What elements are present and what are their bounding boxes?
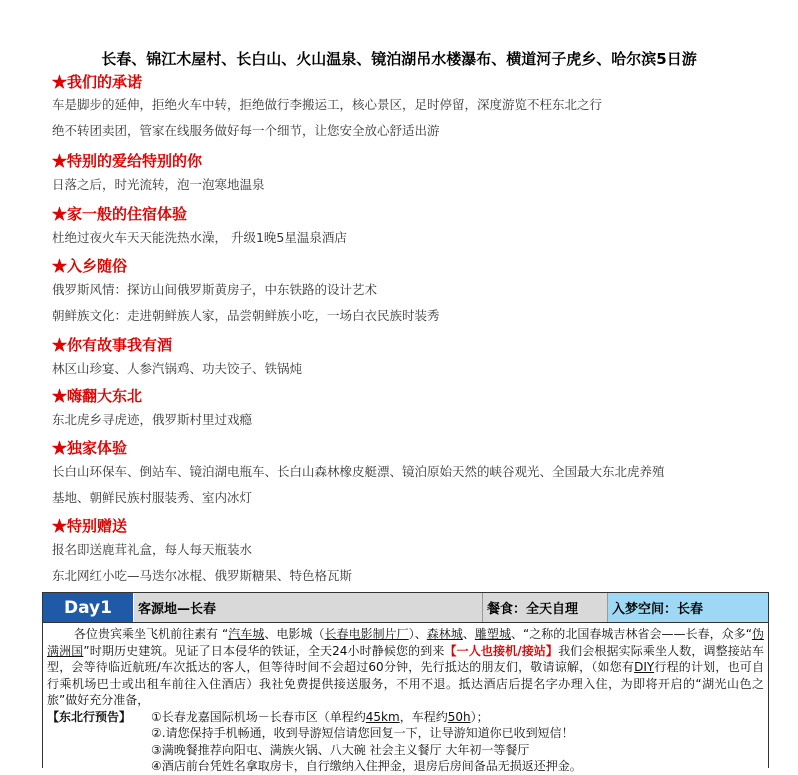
tip-distance: 45km [365,709,400,724]
link-film-studio[interactable]: 长春电影制片厂 [324,627,409,641]
link-forest-city[interactable]: 森林城 [426,627,463,641]
section-heading: ★特别的爱给特别的你 [52,152,203,170]
section-line: 俄罗斯风情：探访山间俄罗斯黄房子，中东铁路的设计艺术 [52,282,378,297]
day1-description [47,626,764,709]
section-northeast-fun [52,386,252,429]
section-line: 东北虎乡寻虎迹，俄罗斯村里过戏瘾 [52,412,253,427]
text-run: 、 [462,627,475,641]
text-run: ）； [470,709,489,724]
day1-body [42,623,769,773]
section-heading: ★独家体验 [52,439,128,457]
text-run: ①长春龙嘉国际机场－长春市区（单程约 [151,709,366,724]
section-line: 林区山珍宴、人参汽锅鸡、功夫饺子、铁锅炖 [52,361,303,376]
section-heading: ★嗨翻大东北 [52,387,143,405]
section-story-wine [52,335,302,378]
section-lodging [52,204,347,247]
link-manchukuo[interactable]: 伪满洲国 [47,627,764,658]
text-run: ”时期历史建筑。见证了日本侵华的铁证，全天24小时静候您的到来 [83,643,445,658]
day-meal: 餐食：全天自理 [482,593,607,622]
text-run: ）、 [408,627,427,641]
tip-item: ②.请您保持手机畅通，收到导游短信请您回复一下，让导游知道你已收到短信！ [151,726,574,740]
tip-item: ④酒店前台凭姓名拿取房卡，自行缴纳入住押金，退房后房间备品无损返还押金。 [151,759,582,773]
link-diy[interactable]: DIY [634,660,655,674]
text-run: 、电影城（ [264,627,325,641]
section-heading: ★你有故事我有酒 [52,336,173,354]
text-run: 行程的计划，也可自行乘机场巴士或出租车前往入住酒店）我社免费提供接送服务，不用不退。抵达酒店后提名字办理入住，为即将开启的“湖光山色之旅”做好充分准备， [47,660,764,707]
section-heading: ★入乡随俗 [52,257,128,275]
section-line: 车是脚步的延伸，拒绝火车中转，拒绝做行李搬运工，核心景区，足时停留，深度游览不枉东北之行 [52,97,603,112]
day-hotel: 入梦空间：长春 [607,593,768,622]
text-run: ，车程约 [399,709,448,724]
pickup-highlight: 【一人也接机/接站】 [444,643,559,658]
link-sculpture-city[interactable]: 雕塑城 [474,627,511,641]
section-heading: ★我们的承诺 [52,73,143,91]
section-promise [52,72,602,140]
section-line: 基地、朝鲜民族村服装秀、室内冰灯 [52,490,253,505]
link-auto-city[interactable]: 汽车城 [228,627,265,641]
tip-item: ③满晚餐推荐向阳屯、满族火锅、八大碗 社会主义餐厅 大年初一等餐厅 [151,742,530,757]
section-line: 朝鲜族文化：走进朝鲜族人家，品尝朝鲜族小吃，一场白衣民族时装秀 [52,308,440,323]
page-title: 长春、锦江木屋村、长白山、火山温泉、镜泊湖吊水楼瀑布、横道河子虎乡、哈尔滨5日游 [101,50,697,68]
section-line: 杜绝过夜火车天天能洗热水澡， 升级1晚5星温泉酒店 [52,230,347,245]
section-local-customs [52,256,440,325]
section-line: 报名即送鹿茸礼盒，每人每天瓶装水 [52,542,253,557]
tip-duration: 50h [447,709,471,724]
tips-block [47,709,764,775]
text-run: 、“之称的北国春城吉林省会——长春，众多“ [510,627,752,641]
day-route: 客源地—长春 [138,602,217,617]
section-special-love [52,151,265,194]
tip-item [151,709,764,726]
text-run: 各位贵宾乘坐飞机前往素有 “ [73,627,229,641]
section-exclusive [52,438,665,507]
section-gifts [52,516,352,585]
tips-label: 【东北行预告】 [47,709,132,724]
section-line: 长白山环保车、倒站车、镜泊湖电瓶车、长白山森林橡皮艇漂、镜泊原始天然的峡谷观光、全国最大东北虎养殖 [52,464,665,479]
section-line: 东北网红小吃—马迭尔冰棍、俄罗斯糖果、特色格瓦斯 [52,568,353,583]
section-line: 日落之后，时光流转，泡一泡寒地温泉 [52,177,265,192]
day-label: Day1 [43,593,133,622]
section-heading: ★家一般的住宿体验 [52,205,188,223]
section-heading: ★特别赠送 [52,517,128,535]
text-run: 我们会根据实际乘坐人数，调整接站车型，会等待临近航班/车次抵达的客人，但等待时间不会超过60分钟，先行抵达的朋友们，敬请谅解，（如您有 [47,643,764,674]
day1-header [42,592,769,623]
section-line: 绝不转团卖团，管家在线服务做好每一个细节，让您安全放心舒适出游 [52,123,440,138]
